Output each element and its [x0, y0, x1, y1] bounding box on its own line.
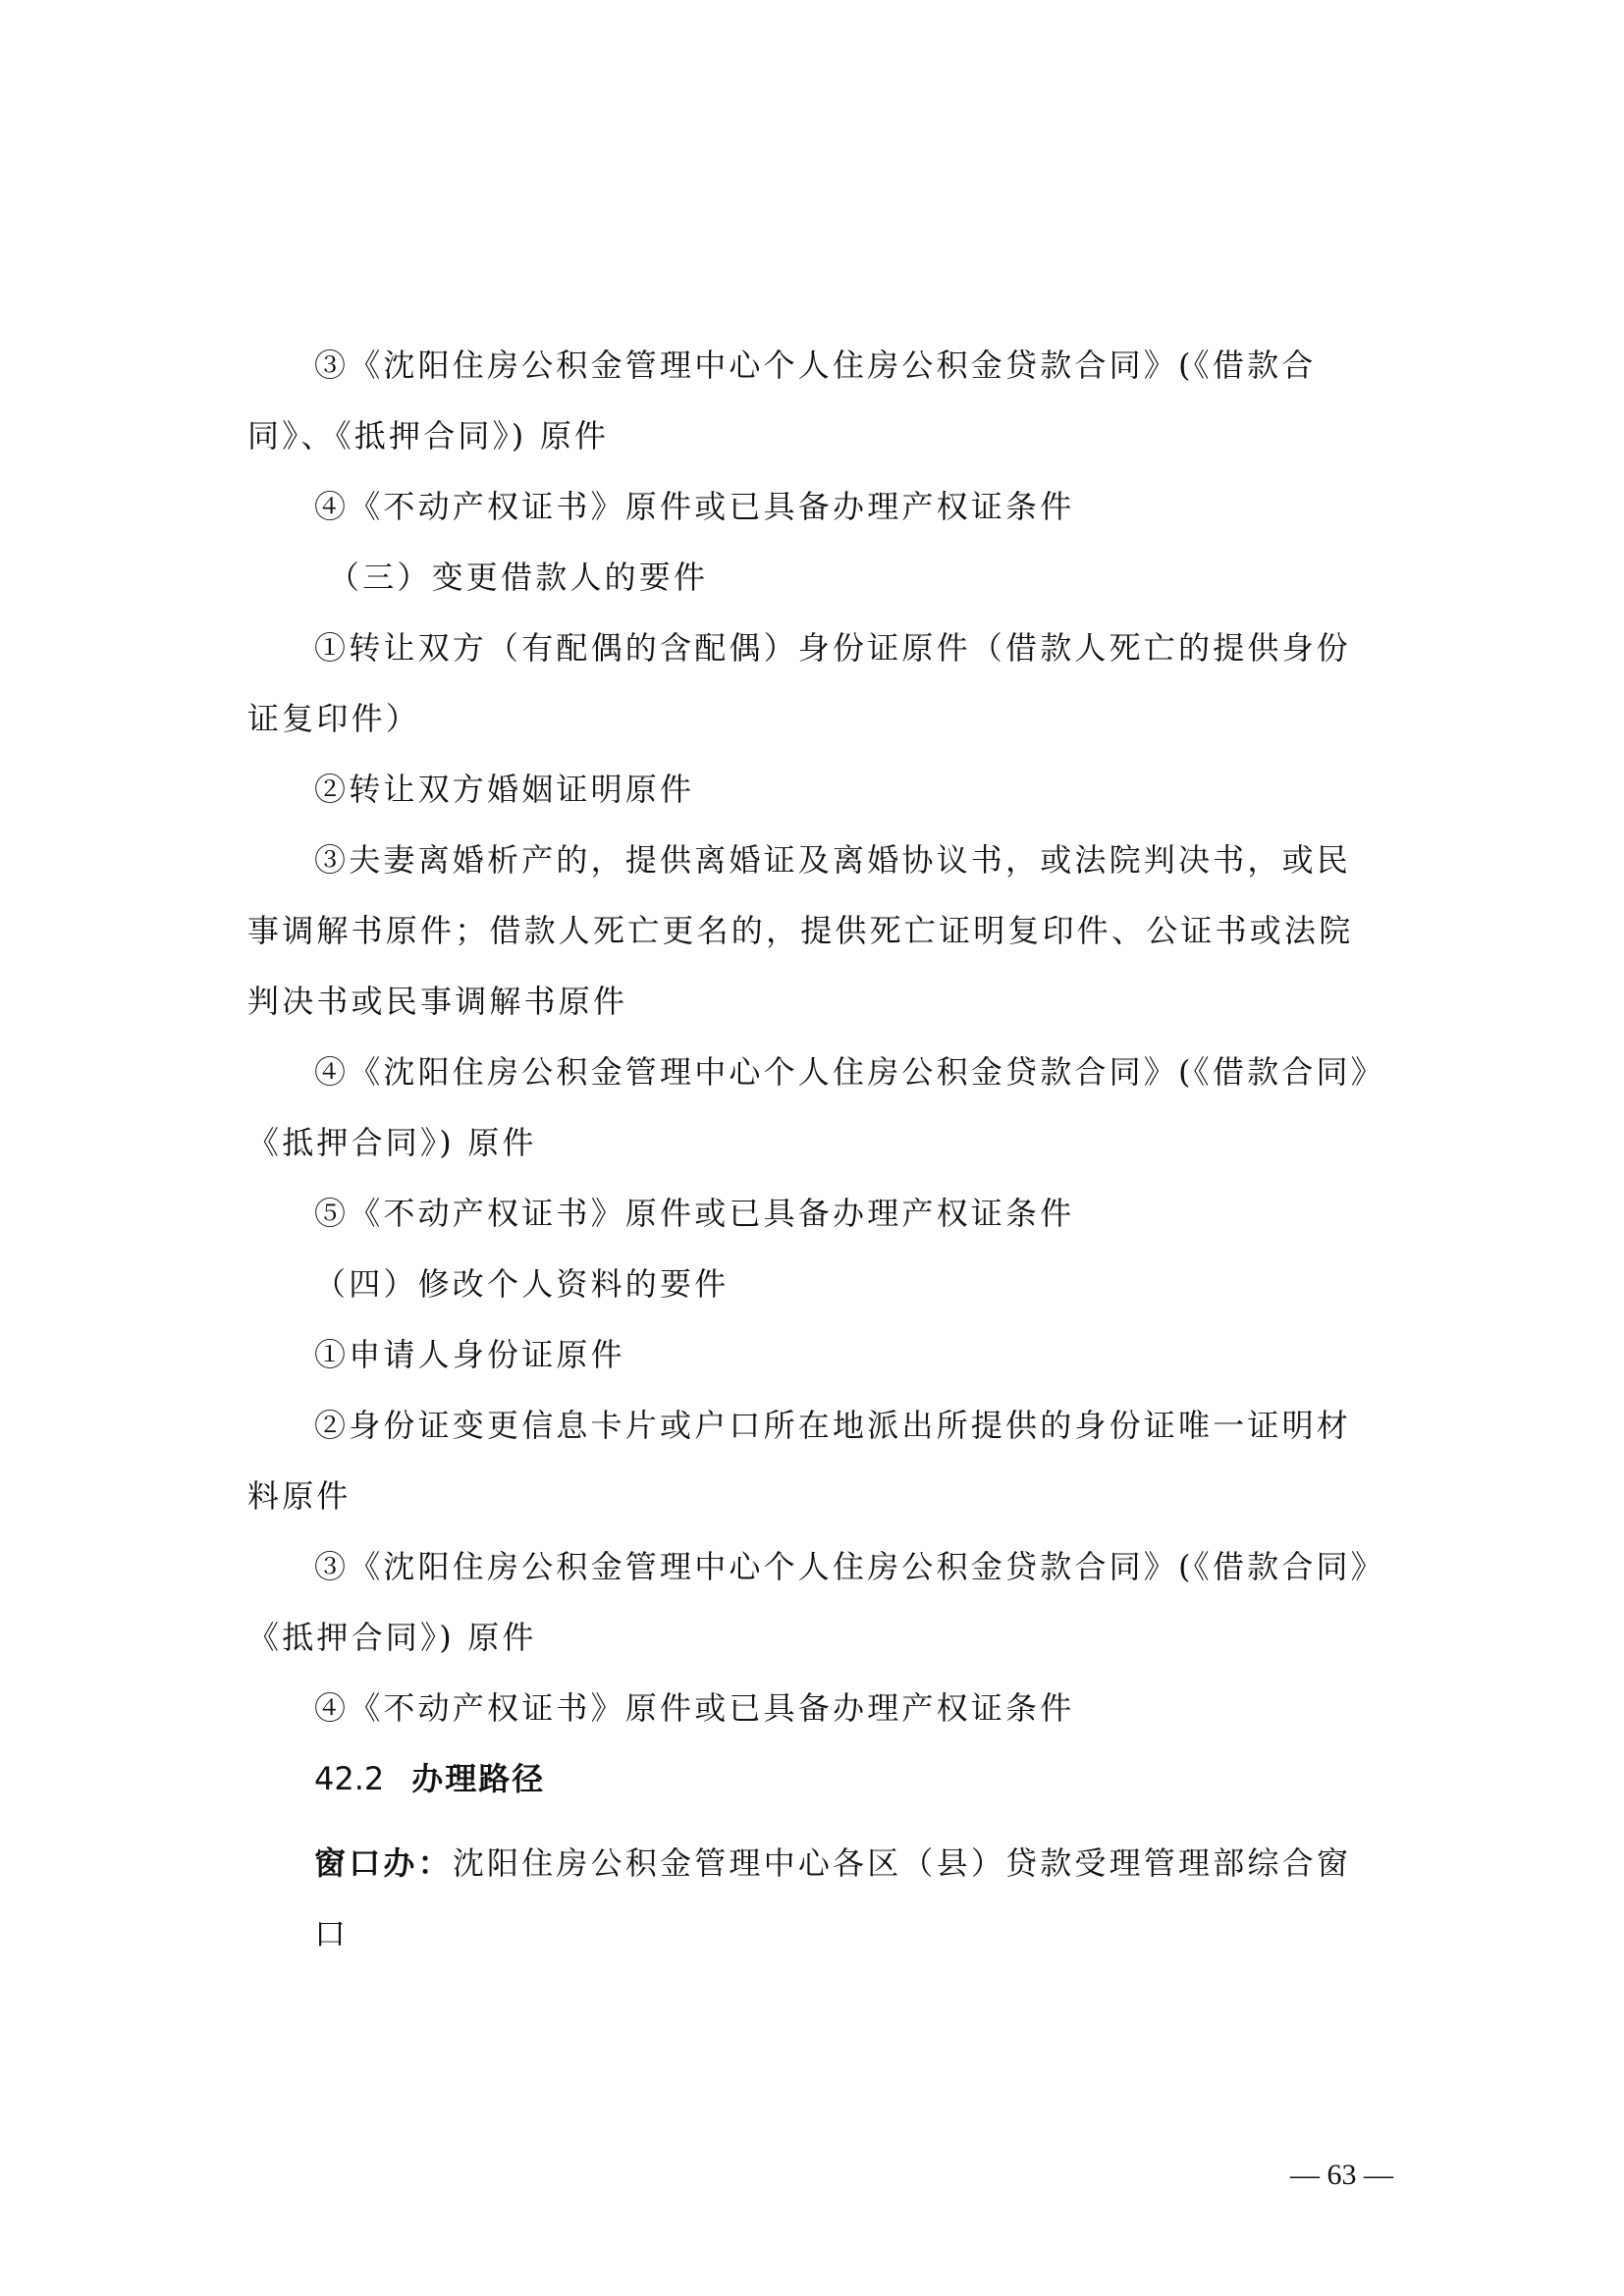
section-number: 42.2: [314, 1760, 385, 1797]
subheading-change-borrower: （三）变更借款人的要件: [328, 559, 709, 596]
window-label: 窗口办：: [314, 1844, 453, 1882]
paragraph-8: ⑤《不动产权证书》原件或已具备办理产权证条件: [314, 1195, 1075, 1232]
paragraph-10: ①申请人身份证原件: [314, 1336, 625, 1373]
paragraph-11: ②身份证变更信息卡片或户口所在地派出所提供的身份证唯一证明材料原件: [247, 1407, 1352, 1515]
paragraph-6: ③夫妻离婚析产的，提供离婚证及离婚协议书，或法院判决书，或民事调解书原件；借款人死亡更名的，提供死亡证明复印件、公证书或法院判决书或民事调解书原件: [247, 841, 1354, 1020]
paragraph-2: ④《不动产权证书》原件或已具备办理产权证条件: [314, 488, 1075, 525]
document-body: [247, 330, 1377, 2001]
paragraph-1: ③《沈阳住房公积金管理中心个人住房公积金贷款合同》(《借款合同》、《抵押合同》) 原件: [247, 347, 1317, 454]
section-heading: [247, 1743, 1377, 1814]
page-number: — 63 —: [1290, 2159, 1393, 2191]
subheading-modify-info: （四）修改个人资料的要件: [314, 1265, 730, 1303]
paragraph-4: ①转让双方（有配偶的含配偶）身份证原件（借款人死亡的提供身份证复印件）: [247, 629, 1352, 737]
window-service-line: [247, 1828, 1377, 1969]
window-text: 沈阳住房公积金管理中心各区（县）贷款受理管理部综合窗口: [314, 1844, 1352, 1952]
paragraph-13: ④《不动产权证书》原件或已具备办理产权证条件: [314, 1689, 1075, 1727]
paragraph-12: ③《沈阳住房公积金管理中心个人住房公积金贷款合同》(《借款合同》《抵押合同》) 原件: [247, 1548, 1370, 1656]
paragraph-5: ②转让双方婚姻证明原件: [314, 771, 695, 808]
paragraph-7: ④《沈阳住房公积金管理中心个人住房公积金贷款合同》(《借款合同》《抵押合同》) 原件: [247, 1053, 1370, 1161]
section-title: 办理路径: [411, 1760, 546, 1797]
